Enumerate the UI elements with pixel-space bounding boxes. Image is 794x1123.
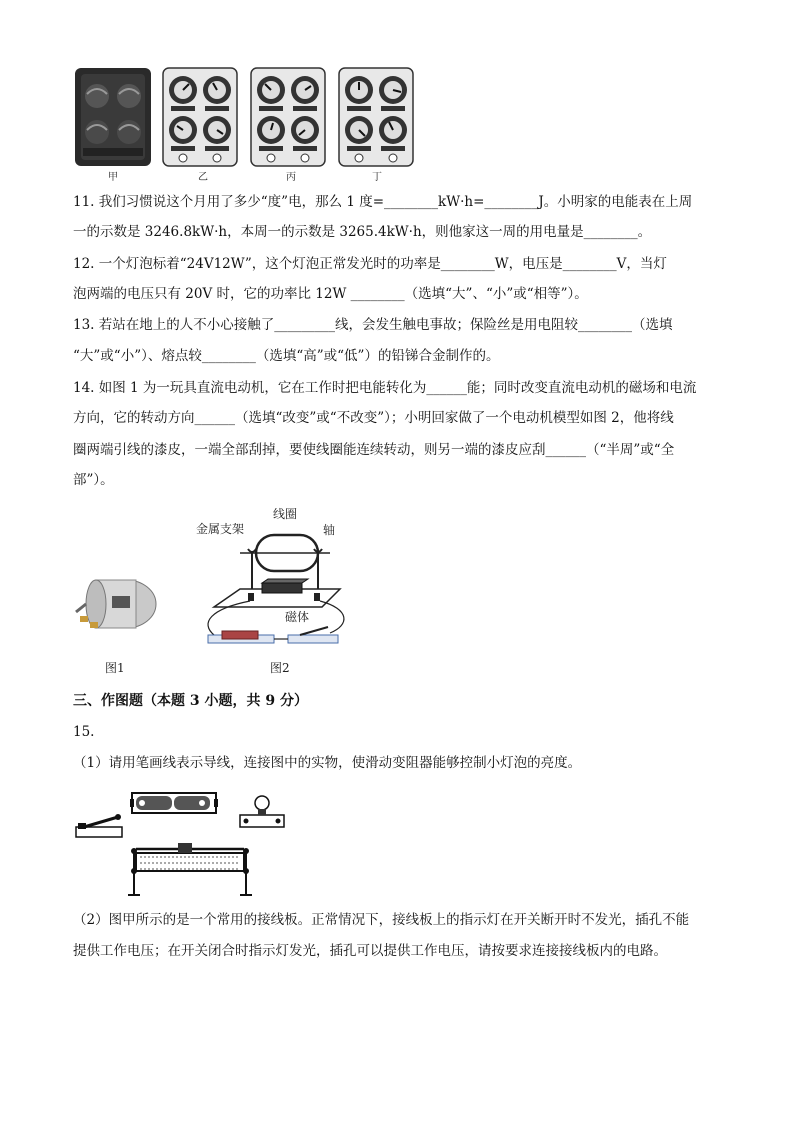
meter-panel-ding: [339, 68, 413, 166]
meter-figure-graphic: [73, 66, 418, 181]
q15-part-2-line-2: 提供工作电压；在开关闭合时指示灯发光，插孔可以提供工作电压，请按要求连接接线板内的电路。: [73, 943, 667, 959]
figure-2-caption: 图2: [270, 661, 290, 675]
sliding-rheostat: [128, 843, 252, 895]
q14-line-1: 14. 如图 1 为一玩具直流电动机，它在工作时把电能转化为______能；同时改变直流电动机的磁场和电流: [73, 380, 697, 396]
label-magnet: 磁体: [285, 610, 310, 624]
q15-part-1: （1）请用笔画线表示导线，连接图中的实物，使滑动变阻器能够控制小灯泡的亮度。: [73, 755, 582, 771]
q15-part-2-line-1: （2）图甲所示的是一个常用的接线板。正常情况下，接线板上的指示灯在开关断开时不发光，插孔不能: [73, 912, 690, 928]
battery-box: [130, 793, 218, 813]
meter-figure: [73, 66, 418, 181]
section-3-heading: 三、作图题（本题 3 小题，共 9 分）: [73, 693, 308, 709]
q13-line-2: “大”或“小”）、熔点较________（选填“高”或“低”）的铅锑合金制作的。: [73, 348, 500, 364]
q12-line-1: 12. 一个灯泡标着“24V12W”，这个灯泡正常发光时的功率是________W，电压是________V，当灯: [73, 256, 667, 272]
knife-switch: [76, 814, 122, 837]
meter-caption-yi: 乙: [198, 172, 208, 183]
meter-panel-jia: [75, 68, 151, 166]
q11-line-1: 11. 我们习惯说这个月用了多少“度”电，那么 1 度=________kW·h=________J。小明家的电能表在上周: [73, 194, 693, 210]
motor-figure-1: [74, 572, 164, 642]
meter-caption-ding: 丁: [372, 172, 382, 183]
label-coil: 线圈: [273, 507, 298, 521]
circuit-components-graphic: [74, 785, 294, 900]
q14-line-3: 圈两端引线的漆皮，一端全部刮掉，要使线圈能连续转动，则另一端的漆皮应刮______（“半周”或“全: [73, 442, 675, 458]
meter-caption-bing: 丙: [286, 172, 296, 183]
figure-1-caption: 图1: [105, 661, 125, 675]
label-axis: 轴: [323, 523, 336, 537]
q15-number: 15.: [73, 724, 95, 740]
meter-caption-jia: 甲: [108, 172, 118, 183]
dc-motor-graphic: [74, 572, 164, 642]
circuit-components-figure: [74, 785, 294, 900]
q11-line-2: 一的示数是 3246.8kW·h，本周一的示数是 3265.4kW·h，则他家这一周的用电量是________。: [73, 224, 652, 240]
meter-panel-bing: [251, 68, 325, 166]
q12-line-2: 泡两端的电压只有 20V 时，它的功率比 12W ________（选填“大”、“小”或“相等”）。: [73, 286, 588, 302]
label-metal-bracket: 金属支架: [196, 522, 245, 536]
meter-panel-yi: [163, 68, 237, 166]
lamp: [240, 796, 284, 827]
q14-line-4: 部”）。: [73, 472, 114, 488]
q13-line-1: 13. 若站在地上的人不小心接触了_________线，会发生触电事故；保险丝是用电阻较________（选填: [73, 317, 673, 333]
q14-line-2: 方向，它的转动方向______（选填“改变”或“不改变”）；小明回家做了一个电动机模型如图 2，他将线: [73, 410, 674, 426]
